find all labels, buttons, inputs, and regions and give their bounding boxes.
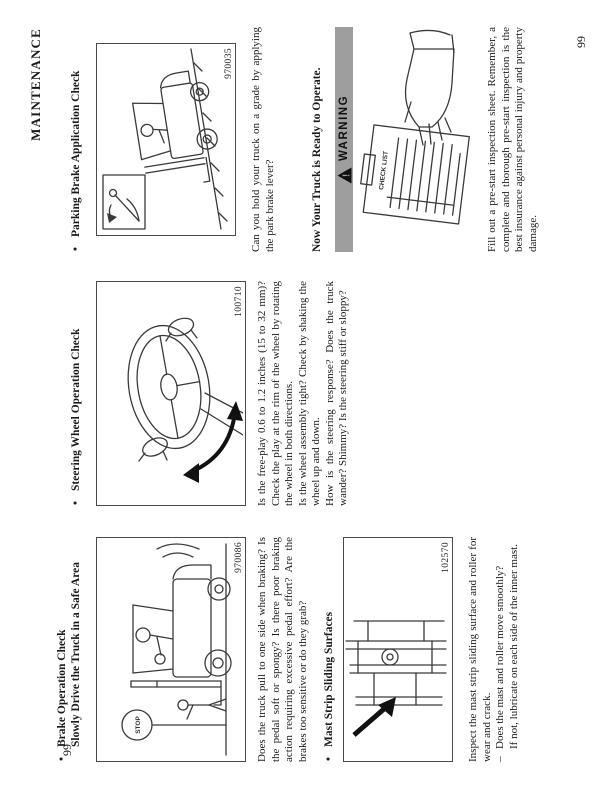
steering-check-illustration bbox=[96, 281, 246, 506]
ready-paragraph: Fill out a pre-start inspection sheet. Remember, a complete and thorough pre-start inspection is the best insurance against personal injury and property damage. bbox=[486, 27, 539, 252]
steering-paragraph-2: Is the wheel assembly tight? Check by shaking the wheel up and down. bbox=[296, 281, 322, 506]
brake-check-paragraph: Does the truck pull to one side when braking? Is the pedal soft or spongy? Is there poor braking action requiring excessive pedal effort? Are the brakes too sensitive or do they grab? bbox=[256, 537, 309, 762]
header-page-number: 99 bbox=[60, 744, 74, 756]
steering-paragraph-1: Is the free-play 0.6 to 1.2 inches (15 to 32 mm)? Check the play at the rim of the wheel by rotating the wheel in both directions. bbox=[256, 281, 295, 506]
ready-body bbox=[486, 27, 540, 252]
forklift-on-grade-drawing bbox=[97, 44, 235, 235]
hand-checklist-drawing bbox=[359, 27, 476, 252]
parking-brake-body bbox=[250, 27, 277, 252]
lever-arrow-icon bbox=[107, 213, 117, 223]
parking-brake-illustration bbox=[96, 43, 236, 236]
ready-heading: Now Your Truck is Ready to Operate. bbox=[311, 67, 323, 252]
bullet: • bbox=[70, 246, 82, 251]
mast-strip-heading bbox=[322, 537, 336, 762]
column-brake-check bbox=[55, 537, 521, 762]
parking-brake-paragraph: Can you hold your truck on a grade by applying the park brake lever? bbox=[250, 27, 276, 252]
dash-marker: – bbox=[494, 756, 506, 762]
bullet: • bbox=[56, 756, 68, 761]
section-title: MAINTENANCE bbox=[28, 28, 43, 141]
mast-strip-list-text: Does the mast and roller move smoothly? bbox=[494, 565, 506, 749]
steering-check-heading-text: Steering Wheel Operation Check bbox=[70, 328, 82, 491]
steering-wheel-drawing bbox=[97, 282, 243, 505]
parking-brake-heading bbox=[69, 27, 83, 252]
warning-exclamation: ! bbox=[341, 173, 352, 178]
brake-check-heading-line2: Slowly Drive the Truck in a Safe Area bbox=[70, 562, 82, 747]
mast-drawing bbox=[344, 538, 452, 761]
pointer-arrow-icon bbox=[354, 697, 396, 735]
checklist-label: CHECK LIST bbox=[378, 150, 390, 191]
mast-strip-list-item bbox=[494, 537, 508, 762]
warning-banner bbox=[335, 27, 353, 252]
warning-triangle-icon bbox=[337, 167, 352, 184]
steering-check-heading bbox=[69, 281, 83, 506]
forklift-braking-drawing bbox=[97, 538, 243, 761]
brake-check-heading-line1: Brake Operation Check bbox=[56, 629, 68, 747]
bullet: • bbox=[323, 756, 335, 761]
mast-strip-list-continuation: If not, lubricate on each side of the inner mast. bbox=[507, 544, 520, 749]
steering-check-body bbox=[256, 281, 351, 506]
mast-strip-paragraph: Inspect the mast strip sliding surface and roller for wear and crack. bbox=[467, 537, 493, 762]
column-parking-brake bbox=[55, 27, 540, 252]
mast-strip-heading-text: Mast Strip Sliding Surfaces bbox=[323, 611, 335, 747]
stop-sign-label: STOP bbox=[135, 716, 142, 734]
figure-number: 970035 bbox=[224, 48, 234, 79]
mast-strip-body bbox=[467, 537, 521, 762]
figure-number: 100710 bbox=[234, 286, 244, 317]
warning-label: WARNING bbox=[338, 94, 350, 162]
bullet: • bbox=[70, 500, 82, 505]
brake-check-illustration bbox=[96, 537, 246, 762]
checklist-illustration bbox=[359, 27, 476, 252]
steering-paragraph-3: How is the steering response? Does the truck wander? Shimmy? Is the steering stiff or sloppy? bbox=[323, 281, 349, 506]
brake-check-heading bbox=[55, 537, 83, 762]
column-steering-check bbox=[55, 281, 351, 506]
footer-page-number: 99 bbox=[574, 36, 588, 48]
figure-number: 102570 bbox=[441, 542, 451, 573]
mast-strip-illustration bbox=[343, 537, 453, 762]
parking-brake-heading-text: Parking Brake Application Check bbox=[70, 70, 82, 237]
brake-check-body bbox=[256, 537, 310, 762]
figure-number: 970086 bbox=[234, 542, 244, 573]
